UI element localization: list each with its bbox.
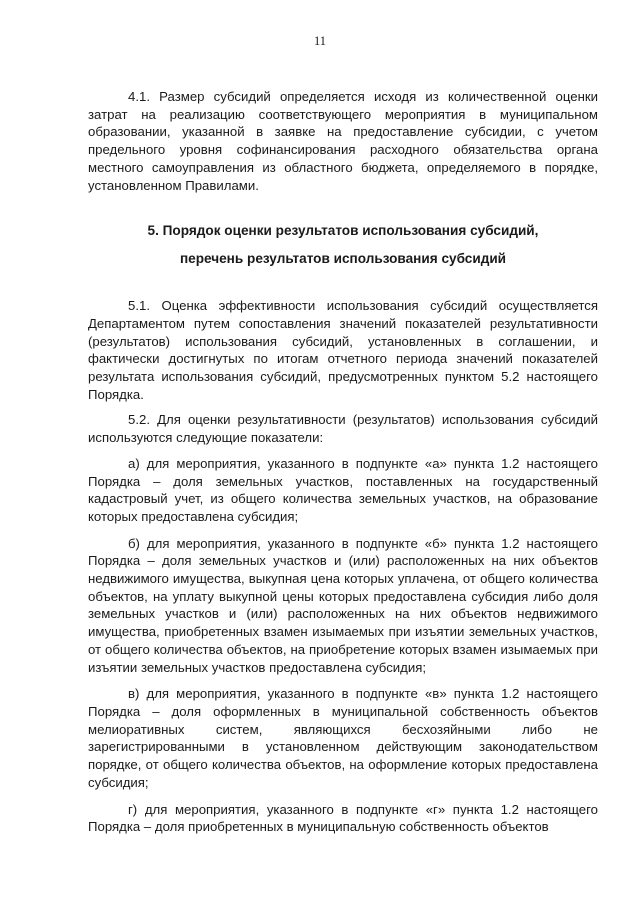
subitem-g: г) для мероприятия, указанного в подпункте «г» пункта 1.2 настоящего Порядка – доля приобретенных в муниципальную собственность объектов bbox=[88, 801, 598, 835]
paragraph-4-1: 4.1. Размер субсидий определяется исходя из количественной оценки затрат на реализацию соответствующего мероприятия в муниципальном образовании, указанной в заявке на предоставление субсидии, с учетом предельного уровня софинансирования расходного обязательства органа местного самоуправления из областного бюджета, определяемого в порядке, установленном Правилами. bbox=[88, 89, 598, 193]
paragraph-5-1: 5.1. Оценка эффективности использования субсидий осуществляется Департаментом путем сопоставления значений показателей результативности (результатов) использования субсидий, установленных в соглашении, и фактически достигнутых по итогам отчетного периода значений показателей результата использования субсидий, предусмотренных пунктом 5.2 настоящего Порядка. bbox=[88, 298, 598, 402]
subitem-v: в) для мероприятия, указанного в подпункте «в» пункта 1.2 настоящего Порядка – доля оформленных в муниципальной собственность объектов мелиоративных систем, являющихся бесхозяйными либо не зарегистрированными в установленном действующим законодательством порядке, от общего количества объектов, на оформление которых предоставлена субсидия; bbox=[88, 686, 598, 790]
page-number: 11 bbox=[313, 34, 327, 48]
document-body bbox=[88, 88, 598, 845]
paragraph-5-2: 5.2. Для оценки результативности (результатов) использования субсидий используются следующие показатели: bbox=[88, 412, 598, 446]
subitem-a: а) для мероприятия, указанного в подпункте «а» пункта 1.2 настоящего Порядка – доля земельных участков, поставленных на государственный кадастровый учет, из общего количества земельных участков, на образование которых предоставлена субсидия; bbox=[88, 455, 598, 524]
section-heading-line-1: 5. Порядок оценки результатов использования субсидий, bbox=[147, 223, 539, 239]
section-heading bbox=[88, 221, 598, 269]
section-heading-line-2: перечень результатов использования субсидий bbox=[179, 251, 507, 267]
subitem-b: б) для мероприятия, указанного в подпункте «б» пункта 1.2 настоящего Порядка – доля земельных участков и (или) расположенных на них объектов недвижимого имущества, выкупная цена которых уплачена, от общего количества объектов, на уплату выкупной цены которых предоставлена субсидия либо доля земельных участков и (или) расположенных на них объектов недвижимого имущества, приобретенных взамен изымаемых при изъятии земельных участков, от общего количества объектов, на приобретение которых взамен изымаемых при изъятии земельных участков предоставлена субсидия; bbox=[88, 535, 598, 675]
